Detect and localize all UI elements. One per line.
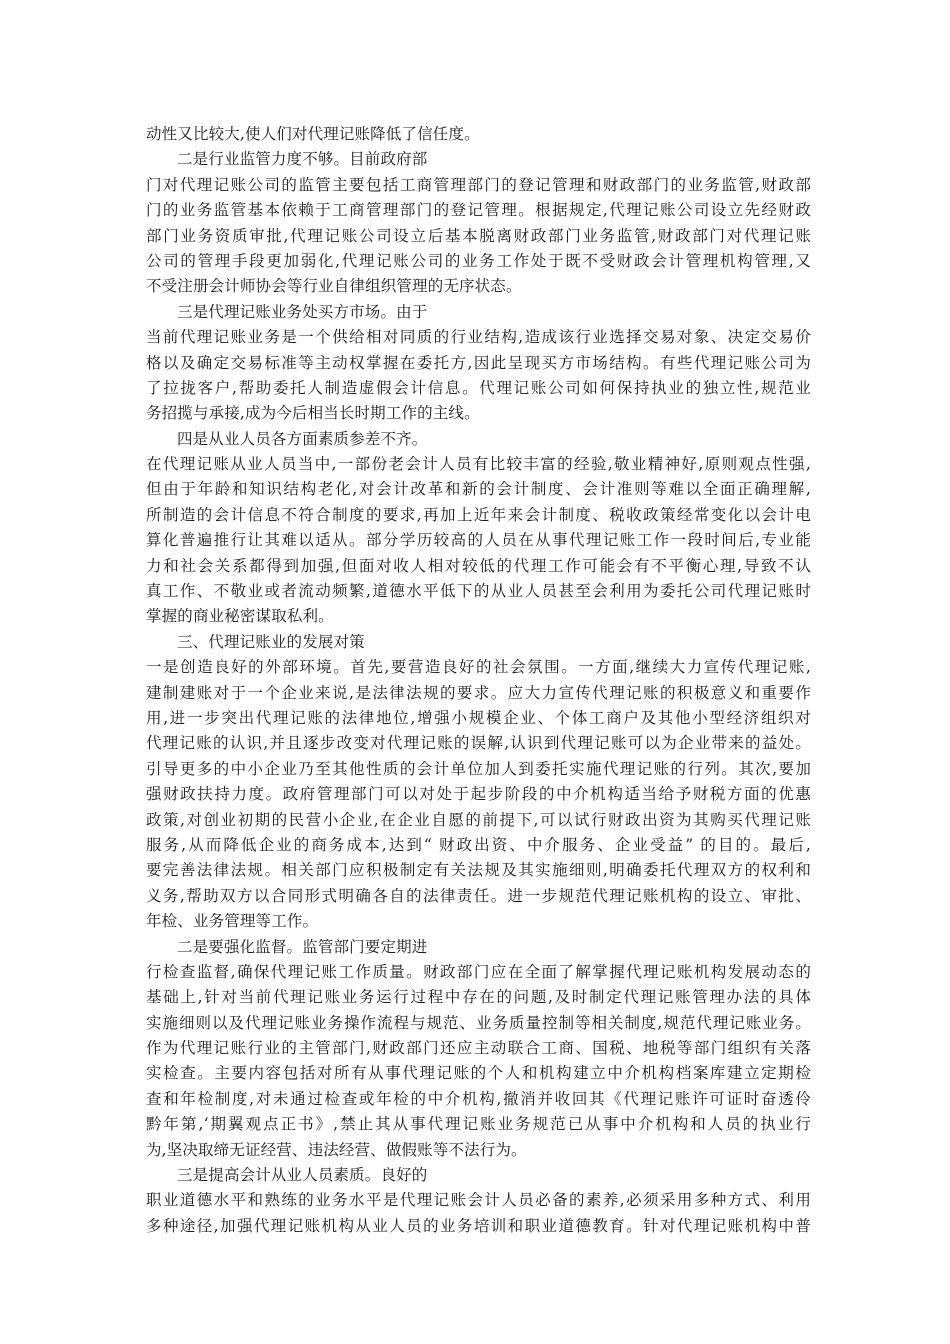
paragraph-text-line: 引导更多的中小企业乃至其他性质的会计单位加人到委托实施代理记账的行列。其次,要加 — [146, 759, 811, 778]
paragraph-text-line: 算化普遍推行让其难以适从。部分学历较高的人员在从事代理记账工作一段时间后,专业能 — [146, 531, 811, 550]
paragraph-text-line: 格以及确定交易标准等主动权掌握在委托方,因此呈现买方市场结构。有些代理记账公司为 — [146, 353, 811, 372]
paragraph-text-line: 当前代理记账业务是一个供给相对同质的行业结构,造成该行业选择交易对象、决定交易价 — [146, 328, 811, 347]
paragraph-text-line: 用,进一步突出代理记账的法律地位,增强小规模企业、个体工商户及其他小型经济组织对 — [146, 708, 811, 727]
paragraph-heading-line: 二是要强化监督。监管部门要定期进 — [177, 937, 428, 956]
paragraph-text-line: 为,坚决取缔无证经营、违法经营、做假账等不法行为。 — [146, 1140, 527, 1159]
paragraph-text-line: 在代理记账从业人员当中,一部份老会计人员有比较丰富的经验,敬业精神好,原则观点性强, — [146, 455, 811, 474]
paragraph-text-line: 门对代理记账公司的监管主要包括工商管理部门的登记管理和财政部门的业务监管,财政部 — [146, 175, 811, 194]
paragraph-text-line: 年检、业务管理等工作。 — [146, 912, 319, 931]
paragraph-text-line: 政策,对创业初期的民营小企业,在企业自愿的前提下,可以试行财政出资为其购买代理记账 — [146, 810, 811, 829]
paragraph-heading-line: 三、代理记账业的发展对策 — [177, 632, 365, 651]
paragraph-heading-line: 三是提高会计从业人员素质。良好的 — [177, 1166, 428, 1185]
paragraph-text-line: 查和年检制度,对未通过检查或年检的中介机构,撤消并收回其《代理记账许可证时奋透伶 — [146, 1089, 811, 1108]
paragraph-heading-line: 三是代理记账业务处买方市场。由于 — [177, 302, 428, 321]
paragraph-text-line: 一是创造良好的外部环境。首先,要营造良好的社会氛围。一方面,继续大力宣传代理记账, — [146, 658, 811, 677]
paragraph-text-line: 服务,从而降低企业的商务成本,达到“ 财政出资、中介服务、企业受益” 的目的。最后, — [146, 835, 811, 854]
paragraph-text-line: 义务,帮助双方以合同形式明确各自的法律责任。进一步规范代理记账机构的设立、审批、 — [146, 886, 811, 905]
paragraph-text-line: 要完善法律法规。相关部门应积极制定有关法规及其实施细则,明确委托代理双方的权利和 — [146, 861, 811, 880]
paragraph-text-line: 公司的管理手段更加弱化,代理记账公司的业务工作处于既不受财政会计管理机构管理,又 — [146, 251, 811, 270]
paragraph-text-line: 务招揽与承接,成为今后相当长时期工作的主线。 — [146, 404, 480, 423]
paragraph-text-line: 强财政扶持力度。政府管理部门可以对处于起步阶段的中介机构适当给予财税方面的优惠 — [146, 785, 811, 804]
paragraph-heading-line: 四是从业人员各方面素质参差不齐。 — [177, 429, 428, 448]
paragraph-text-line: 了拉拢客户,帮助委托人制造虚假会计信息。代理记账公司如何保持执业的独立性,规范业 — [146, 378, 811, 397]
paragraph-text-line: 不受注册会计师协会等行业自律组织管理的无序状态。 — [146, 277, 522, 296]
paragraph-text-line: 门的业务监管基本依赖于工商管理部门的登记管理。根据规定,代理记账公司设立先经财政 — [146, 201, 811, 220]
paragraph-text-line: 职业道德水平和熟练的业务水平是代理记账会计人员必备的素养,必须采用多种方式、利用 — [146, 1191, 811, 1210]
document-page — [146, 122, 811, 1239]
paragraph-text-line: 实检查。主要内容包括对所有从事代理记账的个人和机构建立中介机构档案库建立定期检 — [146, 1064, 811, 1083]
paragraph-text-line: 所制造的会计信息不符合制度的要求,再加上近年来会计制度、税收政策经常变化以会计电 — [146, 505, 811, 524]
paragraph-text-line: 但由于年龄和知识结构老化,对会计改革和新的会计制度、会计准则等难以全面正确理解, — [146, 480, 811, 499]
paragraph-heading-line: 二是行业监管力度不够。目前政府部 — [177, 150, 428, 169]
paragraph-text-line: 掌握的商业秘密谋取私利。 — [146, 607, 334, 626]
paragraph-text-line: 作为代理记账行业的主管部门,财政部门还应主动联合工商、国税、地税等部门组织有关落 — [146, 1039, 811, 1058]
paragraph-text-line: 建制建账对于一个企业来说,是法律法规的要求。应大力宣传代理记账的积极意义和重要作 — [146, 683, 811, 702]
paragraph-text-line: 真工作、不敬业或者流动频繁,道德水平低下的从业人员甚至会利用为委托公司代理记账时 — [146, 582, 811, 601]
paragraph-text-line: 黔年第,‘期翼观点正书》,禁止其从事代理记账业务规范已从事中介机构和人员的执业行 — [146, 1115, 811, 1134]
paragraph-text-line: 实施细则以及代理记账业务操作流程与规范、业务质量控制等相关制度,规范代理记账业务。 — [146, 1013, 811, 1032]
paragraph-text-line: 代理记账的认识,并且逐步改变对代理记账的误解,认识到代理记账可以为企业带来的益处。 — [146, 734, 811, 753]
paragraph-text-line: 力和社会关系都得到加强,但面对收人相对较低的代理工作可能会有不平衡心理,导致不认 — [146, 556, 811, 575]
paragraph-text-line: 多种途径,加强代理记账机构从业人员的业务培训和职业道德教育。针对代理记账机构中普 — [146, 1216, 811, 1235]
paragraph-text-line: 行检查监督,确保代理记账工作质量。财政部门应在全面了解掌握代理记账机构发展动态的 — [146, 962, 811, 981]
paragraph-text-line: 动性又比较大,使人们对代理记账降低了信任度。 — [146, 125, 480, 143]
paragraph-text-line: 基础上,针对当前代理记账业务运行过程中存在的问题,及时制定代理记账管理办法的具体 — [146, 988, 811, 1007]
paragraph-text-line: 部门业务资质审批,代理记账公司设立后基本脱离财政部门业务监管,财政部门对代理记账 — [146, 226, 811, 245]
